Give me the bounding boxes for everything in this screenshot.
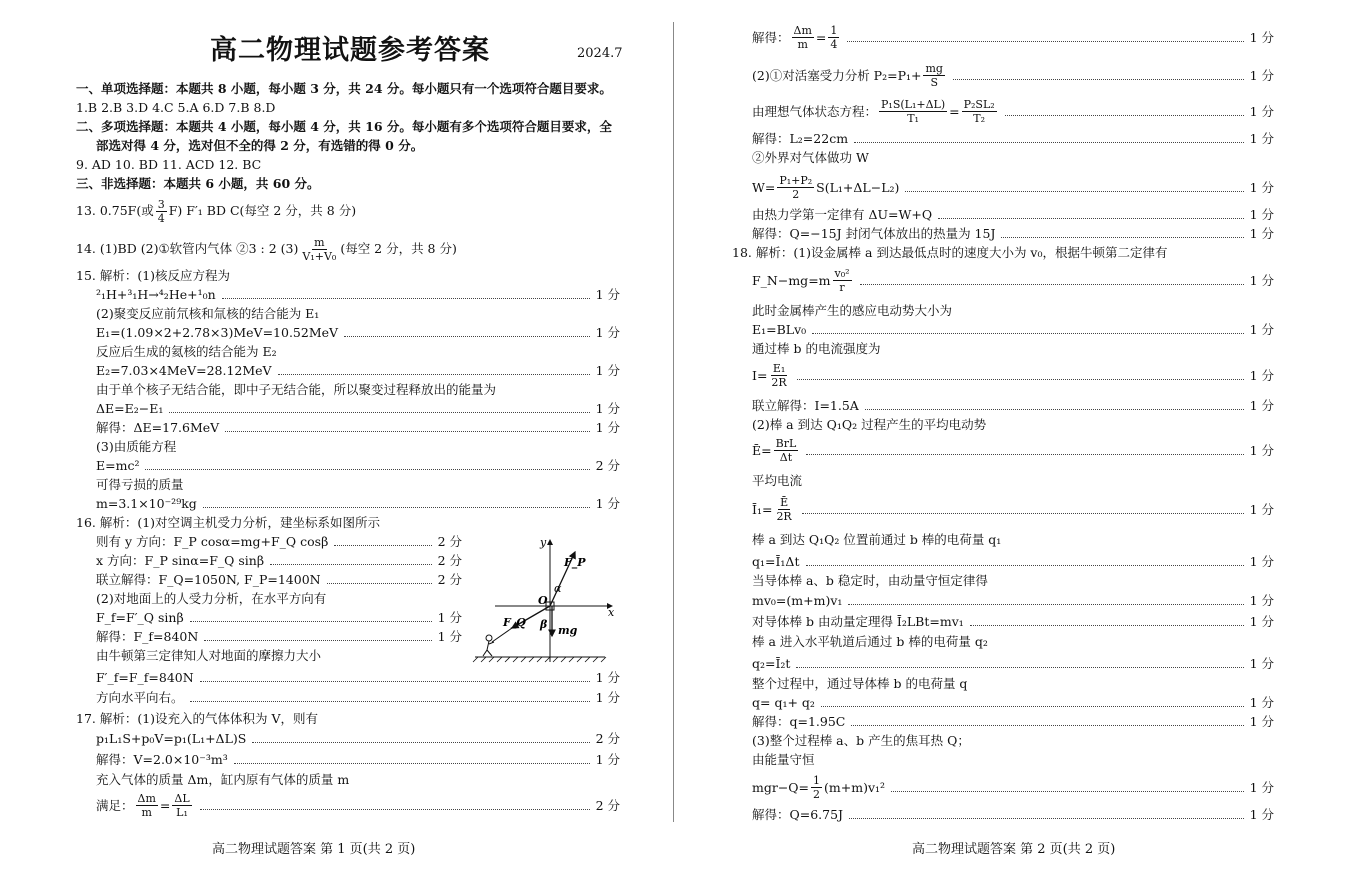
q17-line: 满足： $\frac{\Delta m}{m}$ = $\frac{\Delta L}{\text{L₁}}$ 2 分 — [96, 792, 620, 819]
alpha-label: α — [554, 582, 562, 595]
q15-line: E₂=7.03×4MeV=28.12MeV 1 分 — [96, 363, 620, 378]
mg-label: mg — [558, 624, 578, 637]
section-1-header: 一、单项选择题：本题共 8 小题，每小题 3 分，共 24 分。每小题只有一个选项符合题目要求。 — [76, 81, 612, 96]
q15-intro: 15. 解析：(1)核反应方程为 — [76, 268, 231, 283]
q16-line: 联立解得：F_Q=1050N, F_P=1400N 2 分 — [96, 572, 462, 587]
answer-line: (2)棒 a 到达 Q₁Q₂ 过程产生的平均电动势 — [752, 417, 987, 432]
answer-line: Ē= $\frac{\text{BrL}}{\Delta t}$ 1 分 — [752, 437, 1274, 464]
q16-line: 方向水平向右。 1 分 — [96, 690, 620, 705]
q17-intro: 17. 解析：(1)设充入的气体体积为 V，则有 — [76, 711, 319, 726]
answer-line: (3)整个过程棒 a、b 产生的焦耳热 Q； — [752, 733, 970, 748]
page-footer: 高二物理试题答案 第 2 页(共 2 页) — [912, 842, 1116, 857]
answer-line: W= $\frac{\text{P₁+P₂}}{2}$ S(L₁+ΔL−L₂) 1 分 — [752, 174, 1274, 201]
answer-line: 解得：q=1.95C 1 分 — [752, 714, 1274, 729]
answer-line: 棒 a 进入水平轨道后通过 b 棒的电荷量 q₂ — [752, 634, 988, 649]
answer-line: 解得：Q=−15J 封闭气体放出的热量为 15J 1 分 — [752, 226, 1274, 241]
q15-line: E=mc² 2 分 — [96, 458, 620, 473]
answer-line: 棒 a 到达 Q₁Q₂ 位置前通过 b 棒的电荷量 q₁ — [752, 532, 1002, 547]
answer-line: E₁=BLv₀ 1 分 — [752, 322, 1274, 337]
answer-line: (2)①对活塞受力分析 P₂=P₁+ $\frac{mg}{S}$ 1 分 — [752, 62, 1274, 89]
x-label: x — [608, 606, 615, 619]
answer-line: q₁=Ī₁Δt 1 分 — [752, 554, 1274, 569]
answer-line: 对导体棒 b 由动量定理得 Ī₂LBt=mv₁ 1 分 — [752, 614, 1274, 629]
answer-line: q= q₁+ q₂ 1 分 — [752, 695, 1274, 710]
person-body — [483, 641, 494, 656]
page-footer: 高二物理试题答案 第 1 页(共 2 页) — [212, 842, 416, 857]
q17-line: p₁L₁S+p₀V=p₁(L₁+ΔL)S 2 分 — [96, 731, 620, 746]
y-label: y — [540, 536, 547, 549]
q15-line: E₁=(1.09×2+2.78×3)MeV=10.52MeV 1 分 — [96, 325, 620, 340]
rope — [492, 628, 512, 642]
page-title: 高二物理试题参考答案 — [210, 35, 490, 66]
q16-line: x 方向：F_P sinα=F_Q sinβ 2 分 — [96, 553, 462, 568]
answer-line: 整个过程中，通过导体棒 b 的电荷量 q — [752, 676, 968, 691]
q15-line: ΔE=E₂−E₁ 1 分 — [96, 401, 620, 416]
fq-label: F_Q — [503, 616, 526, 629]
answer-line: q₂=Ī₂t 1 分 — [752, 656, 1274, 671]
section-2-header: 二、多项选择题：本题共 4 小题，每小题 4 分，共 16 分。每小题有多个选项符合题目要求，全 — [76, 119, 612, 134]
answer-line: 通过棒 b 的电流强度为 — [752, 341, 881, 356]
force-diagram — [470, 532, 620, 667]
person-head — [486, 635, 492, 641]
answer-line: 解得：Q=6.75J 1 分 — [752, 807, 1274, 822]
answer-line: 由理想气体状态方程： $\frac{\text{P₁S(L₁+ΔL)}}{\text{T₁}}$ = $\frac{\text{P₂SL₂}}{\text{T₂}}$ 1 分 — [752, 98, 1274, 125]
section-2-answers: 9. AD 10. BD 11. ACD 12. BC — [76, 157, 262, 172]
answer-line: 由能量守恒 — [752, 752, 815, 767]
q16-line: F_f=F′_Q sinβ 1 分 — [96, 610, 462, 625]
answer-line: Ī₁= $\frac{Ē}{2R}$ 1 分 — [752, 496, 1274, 523]
answer-line: 由热力学第一定律有 ΔU=W+Q 1 分 — [752, 207, 1274, 222]
q15-line: 由于单个核子无结合能，即中子无结合能，所以聚变过程释放出的能量为 — [96, 382, 497, 397]
q17-line: 解得：V=2.0×10⁻³m³ 1 分 — [96, 752, 620, 767]
page-divider — [673, 22, 674, 822]
answer-line: mv₀=(m+m)v₁ 1 分 — [752, 593, 1274, 608]
answer-line: 平均电流 — [752, 473, 803, 488]
q18-intro: 18. 解析：(1)设金属棒 a 到达最低点时的速度大小为 v₀，根据牛顿第二定律有 — [732, 245, 1168, 260]
section-1-answers: 1.B 2.B 3.D 4.C 5.A 6.D 7.B 8.D — [76, 100, 276, 115]
q15-line: 可得亏损的质量 — [96, 477, 184, 492]
q15-line: 解得：ΔE=17.6MeV 1 分 — [96, 420, 620, 435]
answer-line: 当导体棒 a、b 稳定时，由动量守恒定律得 — [752, 573, 988, 588]
page-2 — [676, 0, 1350, 870]
q15-line: (2)聚变反应前氘核和氚核的结合能为 E₁ — [96, 306, 320, 321]
fp-label: F_P — [564, 556, 586, 569]
page-1 — [0, 0, 672, 870]
q15-line: 反应后生成的氦核的结合能为 E₂ — [96, 344, 277, 359]
q15-line: ²₁H+³₁H→⁴₂He+¹₀n 1 分 — [96, 287, 620, 302]
q13-answer: 13. 0.75F(或 $\frac{3}{4}$ F) F′₁ BD C(每空 2 分，共 8 分) — [76, 198, 357, 225]
ground-hatch — [473, 657, 606, 662]
answer-line: 此时金属棒产生的感应电动势大小为 — [752, 303, 953, 318]
q16-intro: 16. 解析：(1)对空调主机受力分析，建坐标系如图所示 — [76, 515, 381, 530]
answer-line: 解得：L₂=22cm 1 分 — [752, 131, 1274, 146]
section-2-header-cont: 部选对得 4 分，选对但不全的得 2 分，有选错的得 0 分。 — [96, 138, 424, 153]
exam-date: 2024.7 — [577, 46, 623, 61]
q14-answer: 14. (1)BD (2)①软管内气体 ②3 : 2 (3) $\frac{m}{\text{V₁+V₀}}$ (每空 2 分，共 8 分) — [76, 236, 457, 263]
q15-line: m=3.1×10⁻²⁹kg 1 分 — [96, 496, 620, 511]
section-3-header: 三、非选择题：本题共 6 小题，共 60 分。 — [76, 176, 320, 191]
answer-line: I= $\frac{\text{E₁}}{2R}$ 1 分 — [752, 362, 1274, 389]
q17-line: 充入气体的质量 Δm，缸内原有气体的质量 m — [96, 772, 350, 787]
q16-line: (2)对地面上的人受力分析，在水平方向有 — [96, 591, 327, 606]
q16-line: F′_f=F_f=840N 1 分 — [96, 670, 620, 685]
q15-line: (3)由质能方程 — [96, 439, 177, 454]
answer-line: 联立解得：I=1.5A 1 分 — [752, 398, 1274, 413]
answer-line: mgr−Q= $\frac{1}{2}$ (m+m)v₁² 1 分 — [752, 774, 1274, 801]
answer-line: 解得： $\frac{\Delta m}{m}$ = $\frac{1}{4}$ 1 分 — [752, 24, 1274, 51]
beta-label: β — [540, 618, 548, 631]
origin-label: O — [538, 594, 548, 607]
q16-line: 解得：F_f=840N 1 分 — [96, 629, 462, 644]
q16-line: 由牛顿第三定律知人对地面的摩擦力大小 — [96, 648, 322, 663]
q16-line: 则有 y 方向：F_P cosα=mg+F_Q cosβ 2 分 — [96, 534, 462, 549]
answer-line: F_N−mg=m $\frac{\text{v₀²}}{r}$ 1 分 — [752, 267, 1274, 294]
answer-line: ②外界对气体做功 W — [752, 150, 869, 165]
